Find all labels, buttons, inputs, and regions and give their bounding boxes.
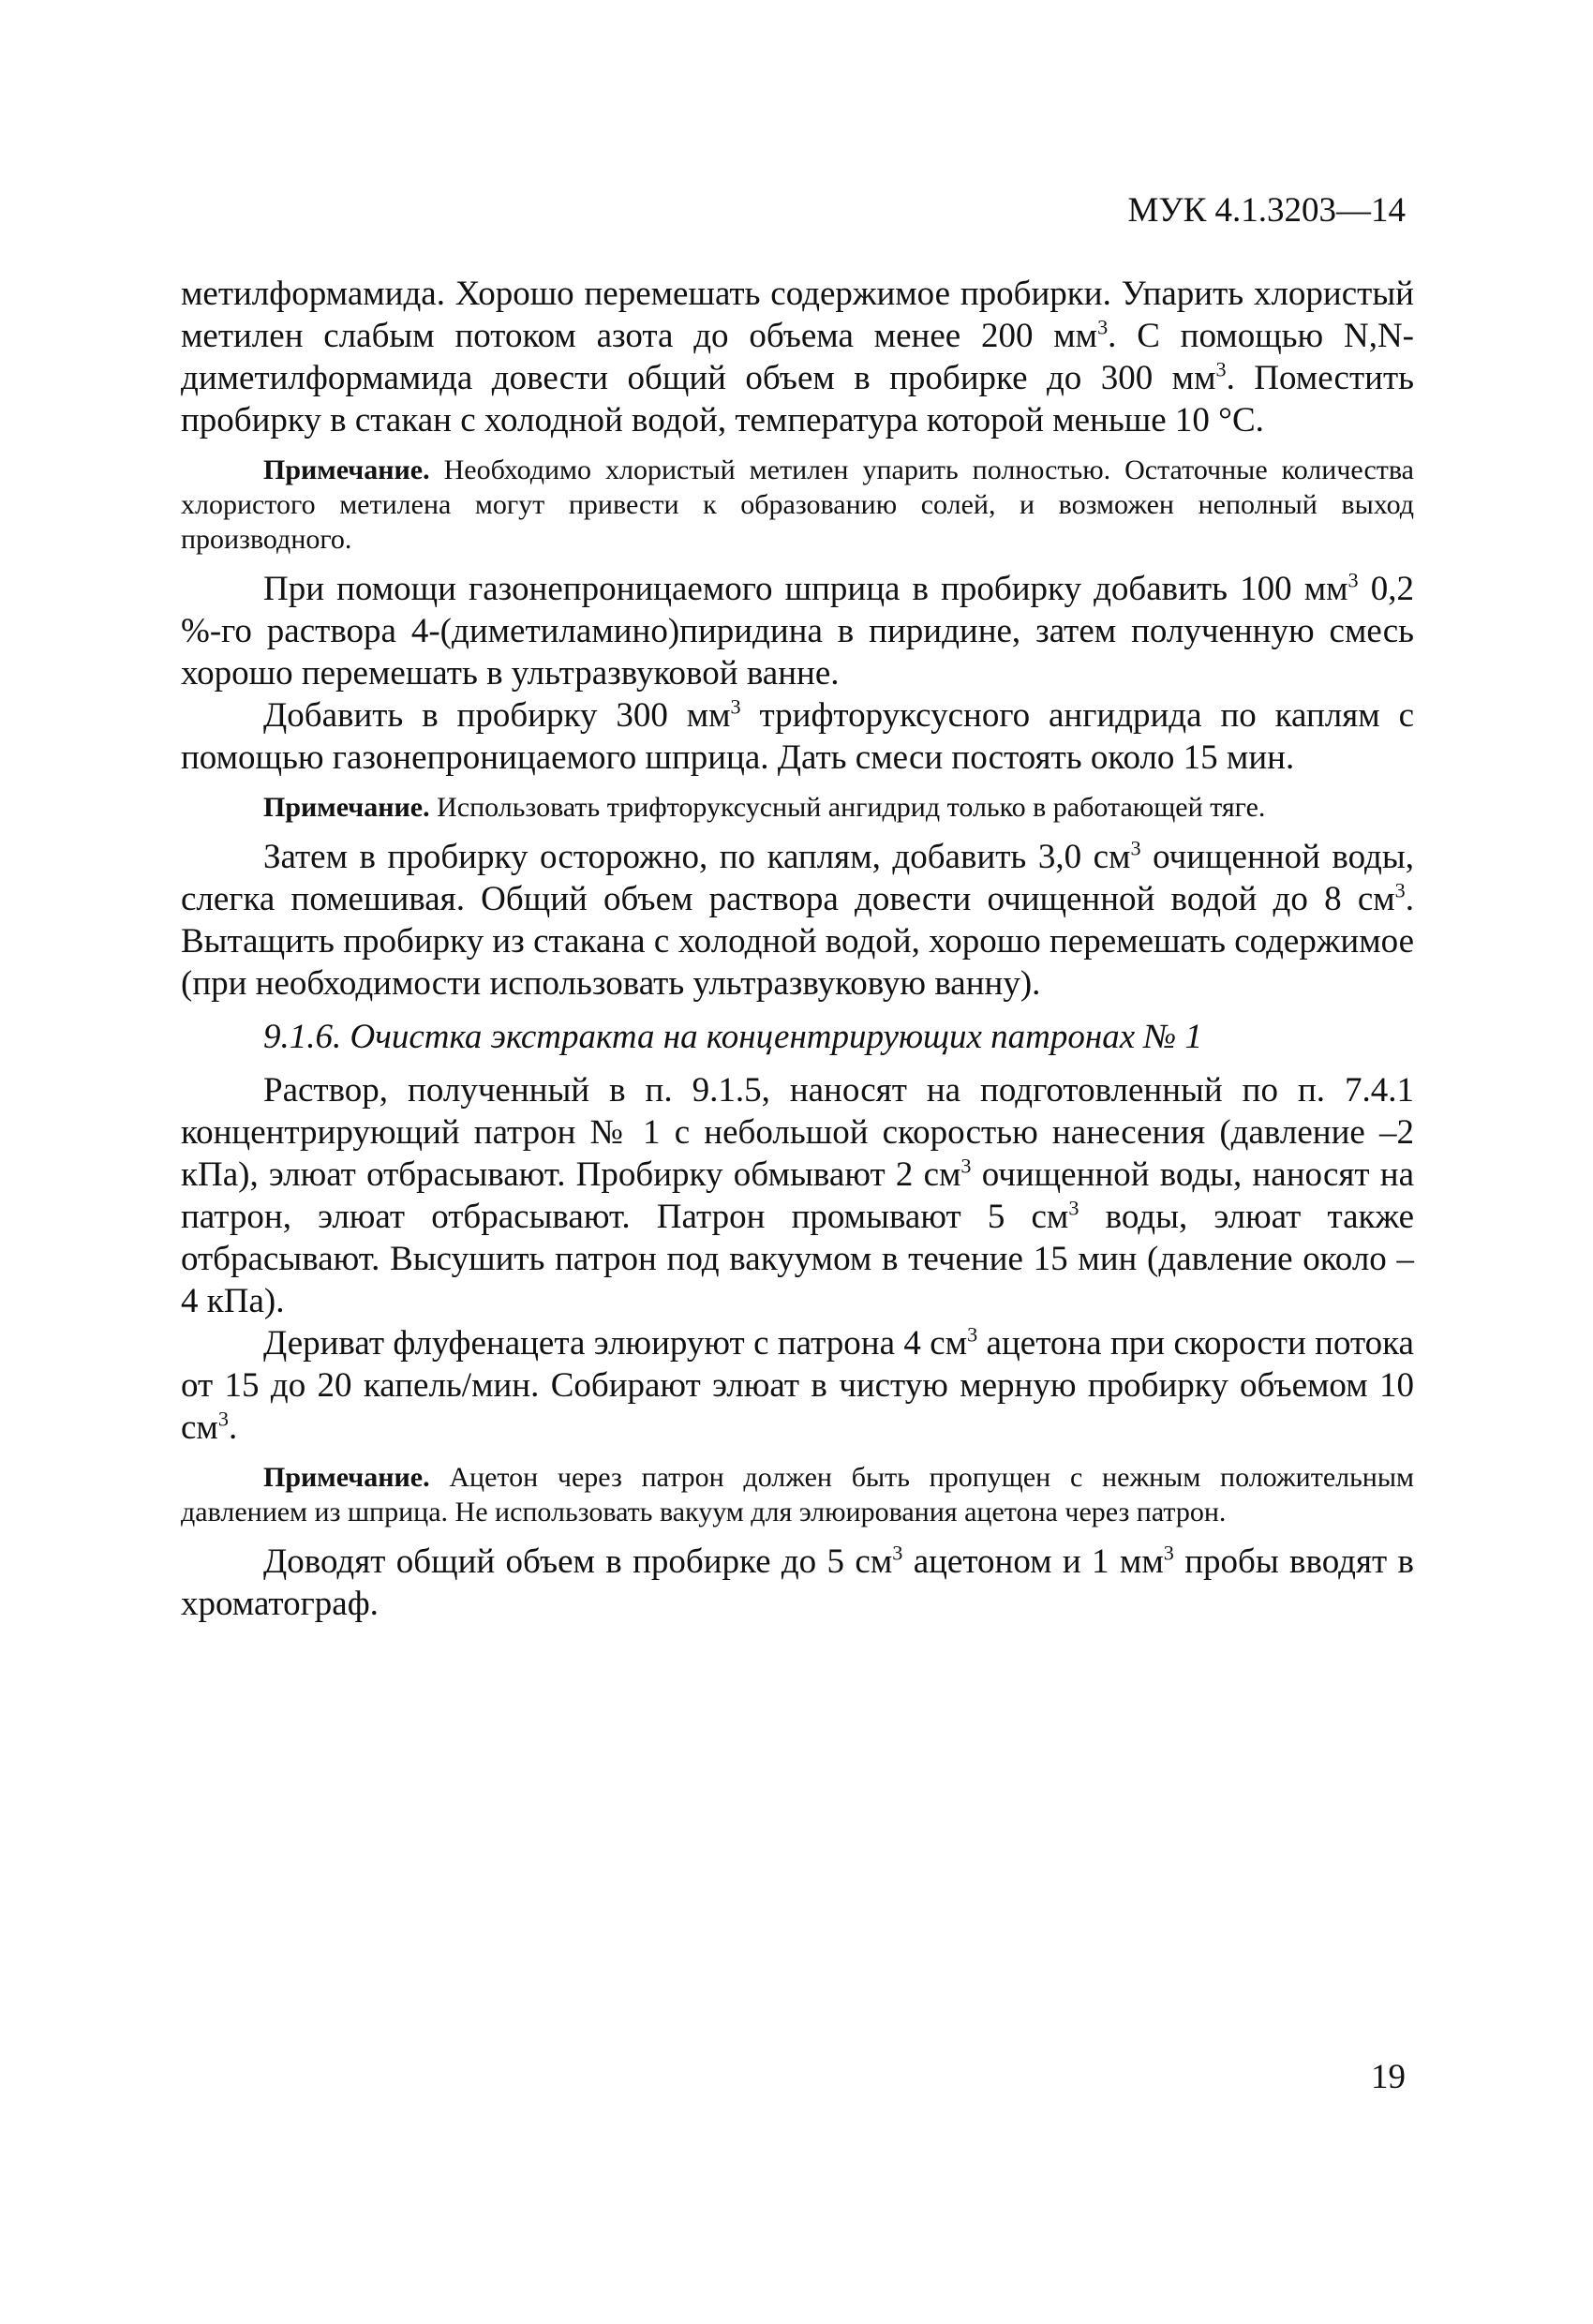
document-code: МУК 4.1.3203—14 (1127, 191, 1406, 230)
note-2: Примечание. Использовать трифторуксусный ангидрид только в работающей тяге. (263, 792, 1266, 823)
note-1: Примечание. Необходимо хлористый метилен упарить полностью. Остаточные количества хлористого метилена могут привести к образованию солей, и возможен неполный выход производного. (181, 454, 1414, 555)
note-label: Примечание. (263, 454, 430, 485)
note-label: Примечание. (263, 1462, 430, 1493)
paragraph-4: Затем в пробирку осторожно, по каплям, добавить 3,0 $см^3$ очищенной воды, слегка помешивая. Общий объем раствора довести очищенной водой до 8 $см^3$. Вытащить пробирку из стакана с холодной водой, хорошо перемешать содержимое (при необходимости использовать ультразвуковую ванну). (181, 836, 1414, 1003)
paragraph-3: Добавить в пробирку 300 $мм^3$ трифторуксусного ангидрида по каплям с помощью газонепроницаемого шприца. Дать смеси постоять около 15 мин. (181, 694, 1414, 777)
paragraph-2: При помощи газонепроницаемого шприца в пробирку добавить 100 $мм^3$ 0,2 %-го раствора 4-(диметиламино)пиридина в пиридине, затем полученную смесь хорошо перемешать в ультразвуковой ванне. (181, 568, 1415, 693)
page-number: 19 (1371, 2058, 1406, 2096)
page-body (181, 273, 1414, 1625)
section-heading: 9.1.6. Очистка экстракта на концентрирующих патронах № 1 (263, 1018, 1203, 1056)
note-3: Примечание. Ацетон через патрон должен быть пропущен с нежным положительным давлением из шприца. Не использовать вакуум для элюирования ацетона через патрон. (181, 1462, 1414, 1527)
note-label: Примечание. (263, 792, 430, 823)
paragraph-1: метилформамида. Хорошо перемешать содержимое пробирки. Упарить хлористый метилен слабым потоком азота до объема менее 200 $мм^3$. С помощью N,N-диметилформамида довести общий объем в пробирке до 300 $мм^3$. Поместить пробирку в стакан с холодной водой, температура которой меньше 10 °С. (181, 275, 1414, 439)
paragraph-6: Дериват флуфенацета элюируют с патрона 4 $см^3$ ацетона при скорости потока от 15 до 20 капель/мин. Собирают элюат в чистую мерную пробирку объемом 10 $см^3$. (181, 1322, 1414, 1447)
paragraph-5: Раствор, полученный в п. 9.1.5, наносят на подготовленный по п. 7.4.1 концентрирующий патрон № 1 с небольшой скоростью нанесения (давление –2 кПа), элюат отбрасывают. Пробирку обмывают 2 $см^3$ очищенной воды, наносят на патрон, элюат отбрасывают. Патрон промывают 5 $см^3$ воды, элюат также отбрасывают. Высушить патрон под вакуумом в течение 15 мин (давление около –4 кПа). (181, 1071, 1414, 1320)
paragraph-7: Доводят общий объем в пробирке до 5 $см^3$ ацетоном и 1 $мм^3$ пробы вводят в хроматограф. (181, 1541, 1415, 1623)
